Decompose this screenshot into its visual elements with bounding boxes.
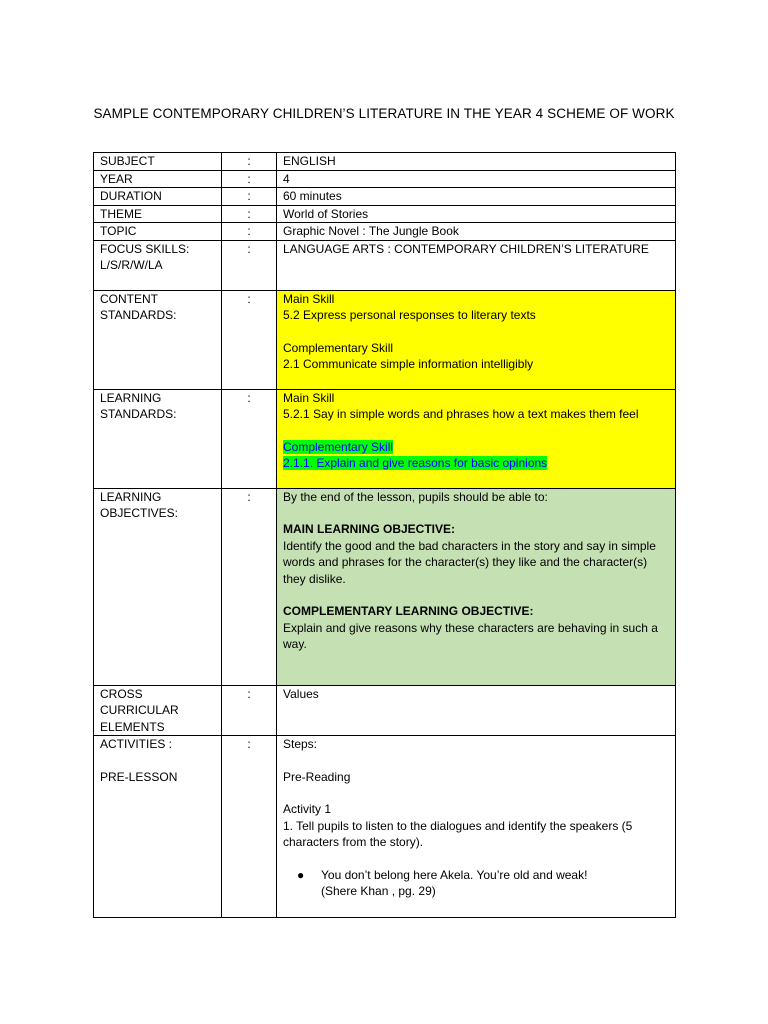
row-separator: :	[222, 188, 277, 206]
dialogue-source: (Shere Khan , pg. 29)	[321, 884, 436, 898]
main-objective-heading: MAIN LEARNING OBJECTIVE:	[283, 522, 456, 536]
learning-objectives-cell	[277, 488, 676, 685]
row-value: World of Stories	[277, 205, 676, 223]
row-value: Values	[277, 685, 676, 736]
row-value: Graphic Novel : The Jungle Book	[277, 223, 676, 241]
table-row-subject	[94, 153, 676, 171]
label-line: OBJECTIVES:	[100, 506, 179, 520]
row-value: ENGLISH	[277, 153, 676, 171]
row-label: DURATION	[94, 188, 222, 206]
row-label	[94, 389, 222, 488]
main-skill-text: 5.2 Express personal responses to literary texts	[283, 308, 536, 322]
document-title: SAMPLE CONTEMPORARY CHILDREN’S LITERATURE IN THE YEAR 4 SCHEME OF WORK	[93, 106, 675, 121]
table-row-duration	[94, 188, 676, 206]
row-separator: :	[222, 240, 277, 290]
main-skill-heading: Main Skill	[283, 291, 335, 306]
activity-heading: Activity 1	[283, 802, 332, 816]
row-label: TOPIC	[94, 223, 222, 241]
table-row-focus-skills	[94, 240, 676, 290]
complementary-skill-heading: Complementary Skill	[283, 439, 394, 454]
main-skill-text: 5.2.1 Say in simple words and phrases how a text makes them feel	[283, 407, 639, 421]
row-value: 4	[277, 170, 676, 188]
label-line: STANDARDS:	[100, 308, 177, 322]
complementary-skill-text: 2.1 Communicate simple information intelligibly	[283, 357, 534, 371]
main-skill-heading: Main Skill	[283, 390, 335, 405]
label-line: ELEMENTS	[100, 719, 165, 734]
row-value: LANGUAGE ARTS : CONTEMPORARY CHILDREN’S LITERATURE	[277, 240, 676, 290]
row-label	[94, 488, 222, 685]
row-value: 60 minutes	[277, 188, 676, 206]
table-row-cross-curricular	[94, 685, 676, 736]
activity-instruction: 1. Tell pupils to listen to the dialogues and identify the speakers (5 characters from the story).	[283, 818, 633, 849]
table-row-theme	[94, 205, 676, 223]
row-label	[94, 290, 222, 389]
row-label: THEME	[94, 205, 222, 223]
row-label: YEAR	[94, 170, 222, 188]
table-row-activities	[94, 736, 676, 918]
label-line: STANDARDS:	[100, 407, 177, 421]
label-line: CONTENT	[100, 291, 158, 306]
complementary-skill-text: 2.1.1. Explain and give reasons for basic opinions	[283, 456, 548, 470]
row-separator: :	[222, 223, 277, 241]
dialogue-quote: You don’t belong here Akela. You’re old and weak!	[321, 867, 588, 882]
list-item	[283, 867, 669, 900]
bullet-icon: ●	[297, 867, 305, 882]
row-label	[94, 685, 222, 736]
row-label	[94, 736, 222, 918]
table-row-topic	[94, 223, 676, 241]
label-line: ACTIVITIES :	[100, 737, 173, 751]
label-line: LEARNING	[100, 489, 162, 504]
scheme-of-work-table	[93, 152, 676, 918]
table-row-learning-standards	[94, 389, 676, 488]
label-line: LEARNING	[100, 390, 162, 405]
main-objective-text: Identify the good and the bad characters in the story and say in simple words and phrases for the character(s) they like and the character(s) they dislike.	[283, 538, 656, 586]
row-separator: :	[222, 685, 277, 736]
objectives-intro: By the end of the lesson, pupils should be able to:	[283, 489, 548, 504]
label-line: CROSS	[100, 686, 143, 701]
complementary-objective-heading: COMPLEMENTARY LEARNING OBJECTIVE:	[283, 604, 534, 618]
label-line: PRE-LESSON	[100, 769, 178, 784]
label-line: CURRICULAR	[100, 703, 179, 717]
steps-heading: Steps:	[283, 737, 318, 751]
content-standards-cell	[277, 290, 676, 389]
activities-cell	[277, 736, 676, 918]
pre-reading-heading: Pre-Reading	[283, 769, 351, 784]
row-separator: :	[222, 205, 277, 223]
complementary-skill-heading: Complementary Skill	[283, 340, 394, 355]
row-separator: :	[222, 736, 277, 918]
learning-standards-cell	[277, 389, 676, 488]
row-label	[94, 240, 222, 290]
complementary-objective-text: Explain and give reasons why these characters are behaving in such a way.	[283, 620, 658, 651]
table-row-learning-objectives	[94, 488, 676, 685]
label-line: FOCUS SKILLS:	[100, 241, 190, 256]
row-label: SUBJECT	[94, 153, 222, 171]
row-separator: :	[222, 170, 277, 188]
table-row-content-standards	[94, 290, 676, 389]
row-separator: :	[222, 290, 277, 389]
label-line: L/S/R/W/LA	[100, 258, 163, 272]
row-separator: :	[222, 153, 277, 171]
table-row-year	[94, 170, 676, 188]
row-separator: :	[222, 389, 277, 488]
row-separator: :	[222, 488, 277, 685]
